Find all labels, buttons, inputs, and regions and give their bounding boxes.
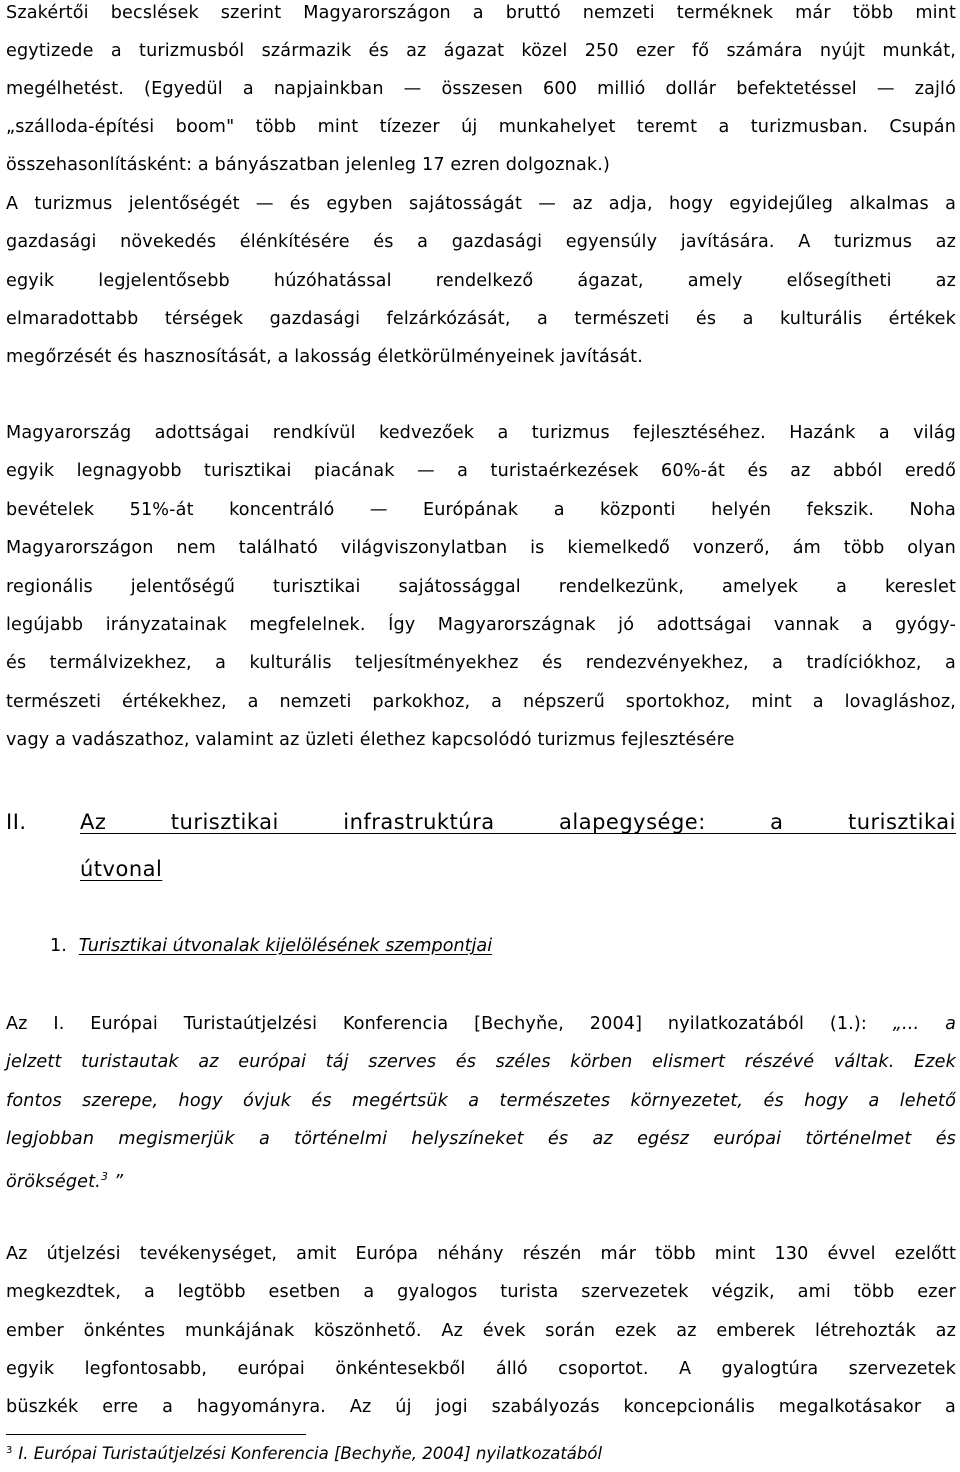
footnote-mark: 3 [6, 1445, 13, 1456]
text-line: megőrzését és hasznosítását, a lakosság életkörülményeinek javítását. [6, 347, 643, 367]
quote-line [6, 1166, 123, 1193]
quote-line: jelzett turistautak az európai táj szerves és széles körben elismert részévé váltak. Ezek [6, 1052, 956, 1072]
text-line: egytizede a turizmusból származik és az ágazat közel 250 ezer fő számára nyújt munkát, [6, 41, 956, 61]
text-line: legújabb irányzatainak megfelelnek. Így Magyarországnak jó adottságai vannak a gyógy- [6, 615, 956, 635]
quote-line: fontos szerepe, hogy óvjuk és megértsük a természetes környezetet, és hogy a lehető [6, 1091, 956, 1111]
text-line: Szakértői becslések szerint Magyarországon a bruttó nemzeti terméknek már több mint [6, 3, 956, 23]
text-line: természeti értékekhez, a nemzeti parkokhoz, a népszerű sportokhoz, mint a lovagláshoz, [6, 692, 956, 712]
text-line: vagy a vadászathoz, valamint az üzleti élethez kapcsolódó turizmus fejlesztésére [6, 730, 735, 750]
footnote-divider [6, 1434, 306, 1435]
quote-close: ” [108, 1172, 124, 1192]
text-line: Magyarországon nem található világviszonylatban is kiemelkedő vonzerő, ám több olyan [6, 538, 956, 558]
text-line: összehasonlításként: a bányászatban jelenleg 17 ezren dolgoznak.) [6, 155, 611, 175]
text-line: Magyarország adottságai rendkívül kedvezőek a turizmus fejlesztéséhez. Hazánk a világ [6, 423, 956, 443]
footnote-reference[interactable]: 3 [100, 1170, 109, 1183]
text-line: egyik legfontosabb, európai önkéntesekből álló csoportot. A gyalogtúra szervezetek [6, 1359, 956, 1379]
text-line: regionális jelentőségű turisztikai sajátossággal rendelkezünk, amelyek a kereslet [6, 577, 956, 597]
footnote [6, 1441, 602, 1464]
text-line: Az útjelzési tevékenységet, amit Európa néhány részén már több mint 130 évvel ezelőtt [6, 1244, 956, 1264]
text-line: ember önkéntes munkájának köszönhető. Az évek során ezek az emberek létrehozták az [6, 1321, 956, 1341]
text-line: büszkék erre a hagyományra. Az új jogi szabályozás koncepcionális megalkotásakor a [6, 1397, 956, 1417]
subsection-number: 1. [50, 936, 67, 956]
text-line: bevételek 51%-át koncentráló — Európának a központi helyén fekszik. Noha [6, 500, 956, 520]
quote-line: legjobban megismerjük a történelmi helyszíneket és az egész európai történelmet és [6, 1129, 956, 1149]
text-line: egyik legnagyobb turisztikai piacának — a turistaérkezések 60%-át és az abból eredő [6, 461, 956, 481]
text-line: és termálvizekhez, a kulturális teljesítményekhez és rendezvényekhez, a tradíciókhoz, a [6, 653, 956, 673]
quote-open: „... a [892, 1014, 956, 1034]
text-line: „szálloda-építési boom" több mint tízezer új munkahelyet teremt a turizmusban. Csupán [6, 117, 956, 137]
subsection-heading [50, 935, 492, 957]
text-line: gazdasági növekedés élénkítésére és a gazdasági egyensúly javítására. A turizmus az [6, 232, 956, 252]
text-line: megkezdtek, a legtöbb esetben a gyalogos turista szervezetek végzik, ami több ezer [6, 1282, 956, 1302]
text-line: A turizmus jelentőségét — és egyben sajátosságát — az adja, hogy egyidejűleg alkalmas a [6, 194, 956, 214]
text-line: elmaradottabb térségek gazdasági felzárkózását, a természeti és a kulturális értékek [6, 309, 956, 329]
footnote-text: I. Európai Turistaútjelzési Konferencia [Bechyňe, 2004] nyilatkozatából [18, 1444, 603, 1463]
subsection-title: Turisztikai útvonalak kijelölésének szempontjai [78, 936, 493, 956]
section-title-line: útvonal [80, 857, 163, 881]
text-line: egyik legjelentősebb húzóhatással rendelkező ágazat, amely elősegítheti az [6, 271, 956, 291]
section-title-line: Az turisztikai infrastruktúra alapegysége: a turisztikai [80, 810, 956, 834]
section-title [80, 809, 956, 882]
section-number: II. [6, 810, 27, 834]
quote-last-text: örökséget. [6, 1172, 101, 1192]
text-line [6, 1013, 956, 1035]
quote-intro: Az I. Európai Turistaútjelzési Konferencia [Bechyňe, 2004] nyilatkozatából (1.): [6, 1014, 893, 1034]
text-line: megélhetést. (Egyedül a napjainkban — összesen 600 millió dollár befektetéssel — zajló [6, 79, 956, 99]
